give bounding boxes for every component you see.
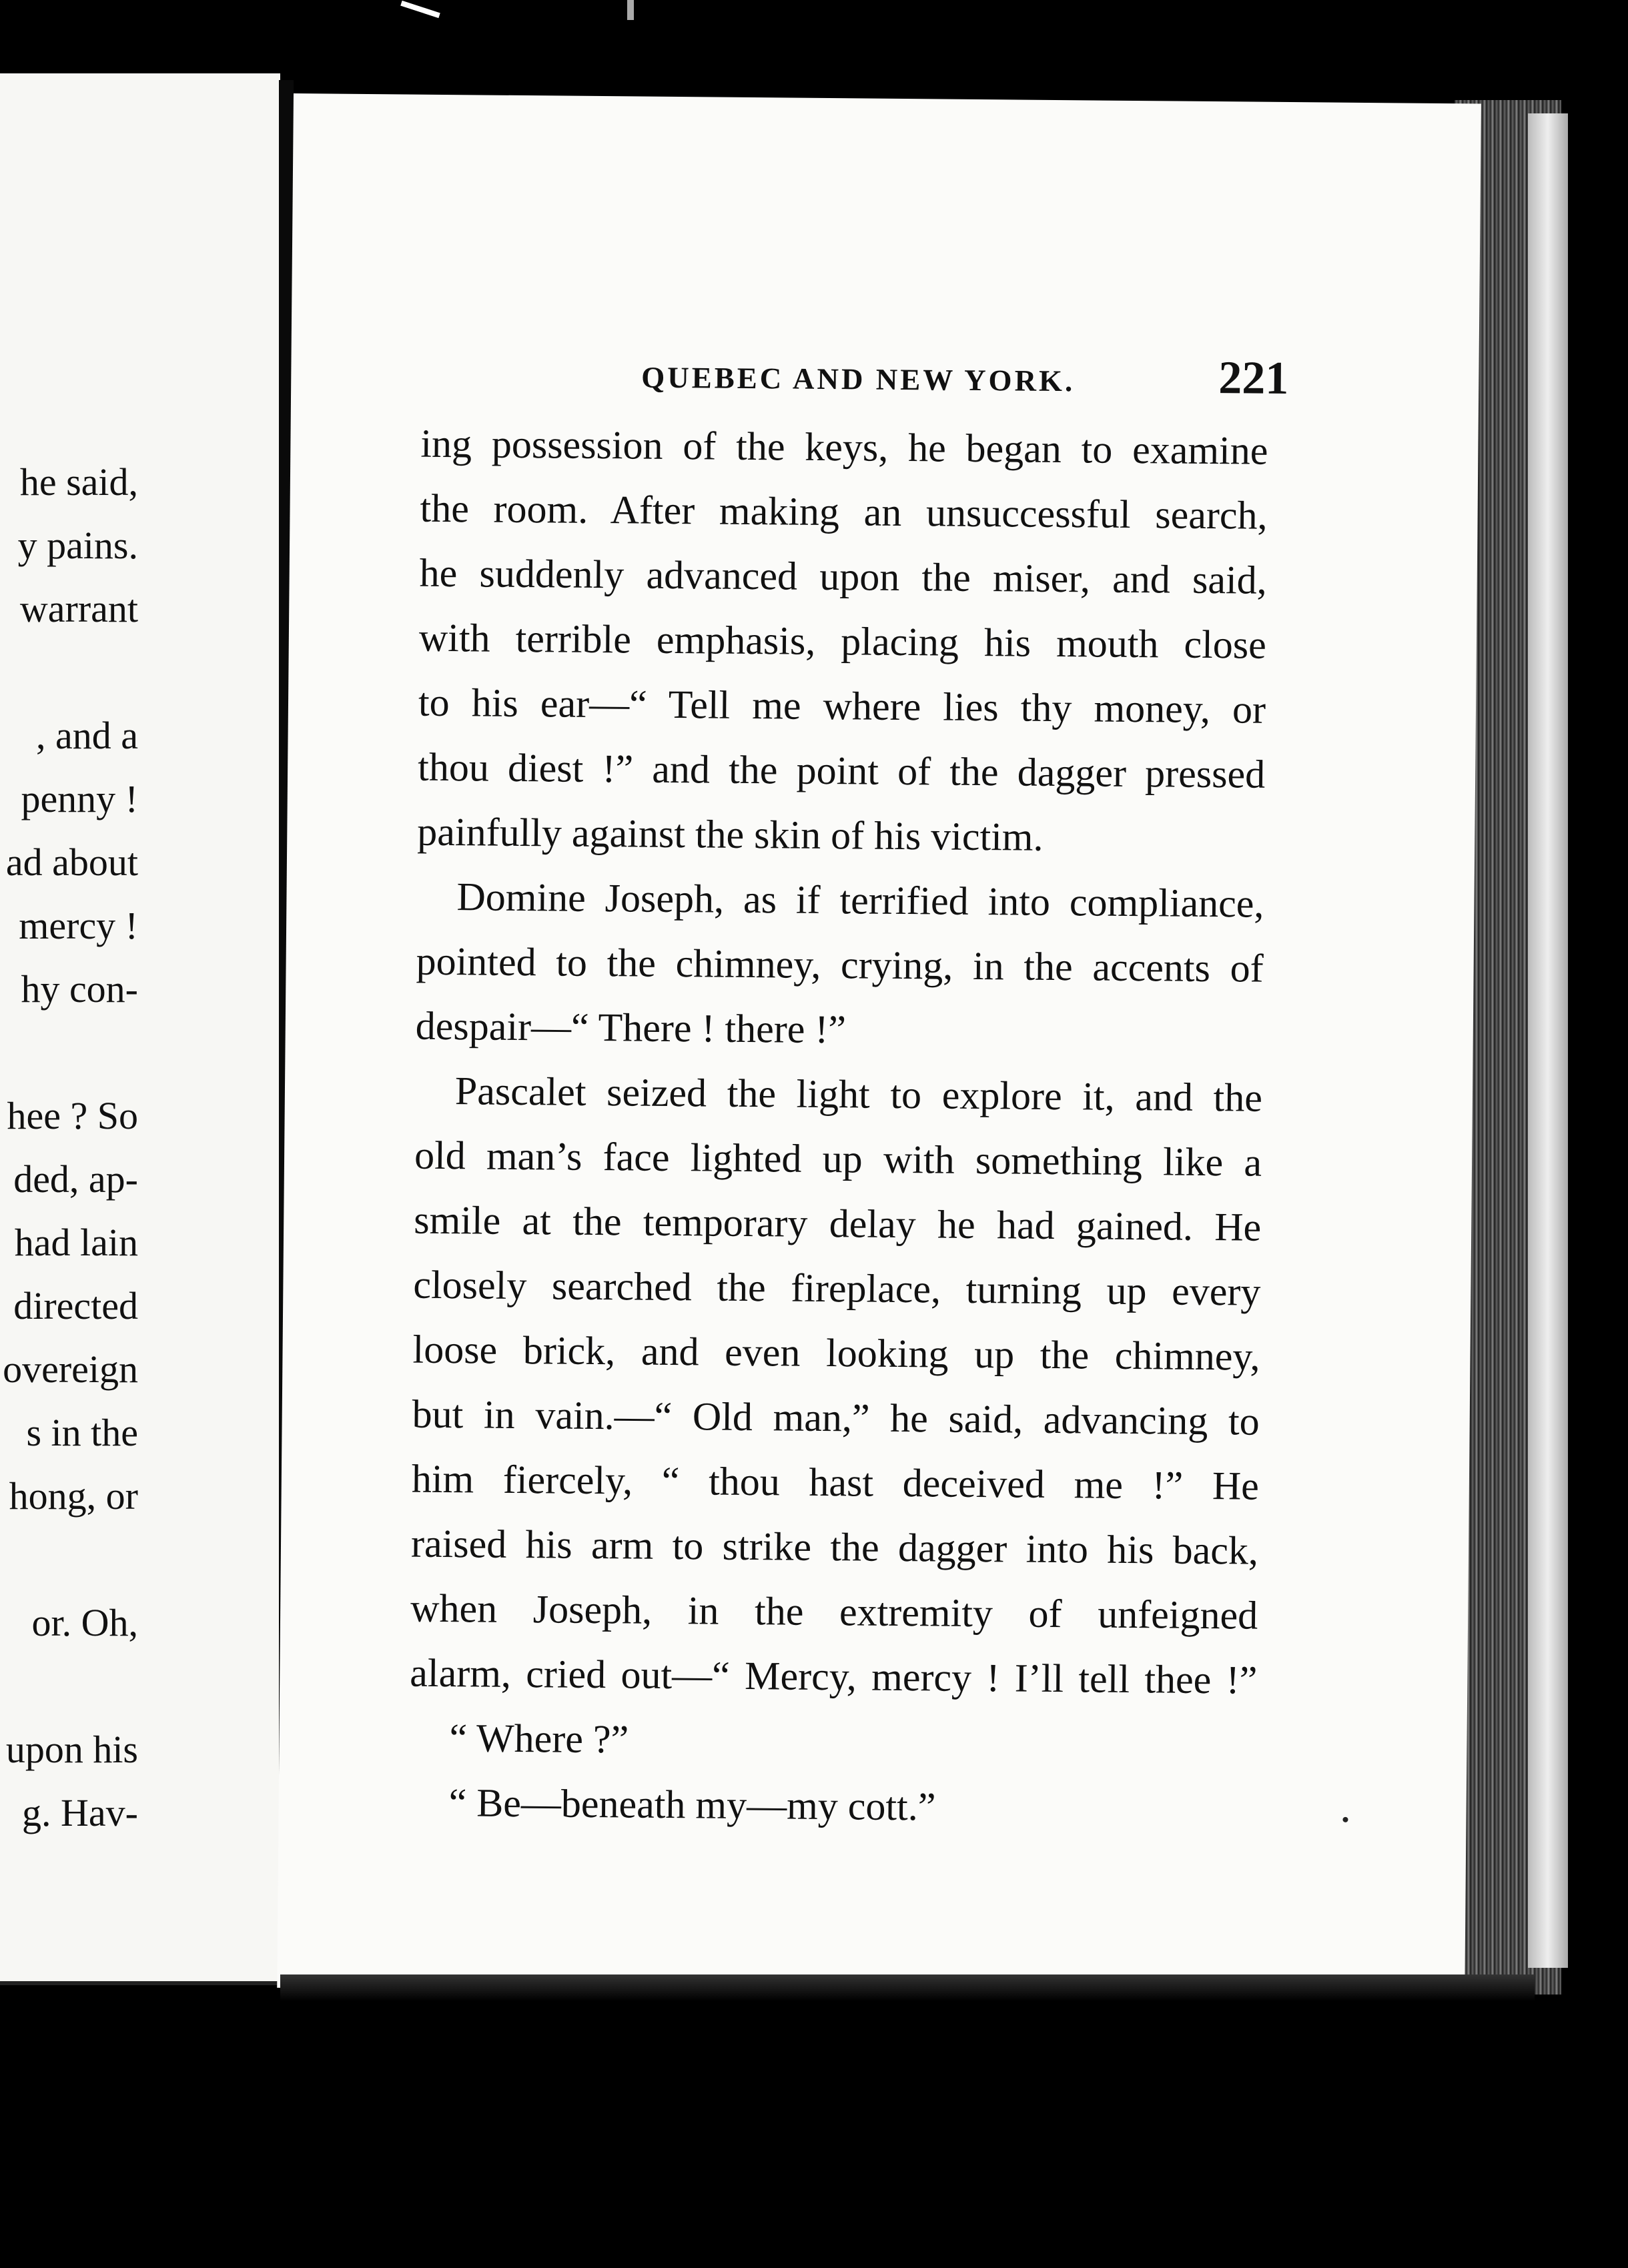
page-edges-highlight <box>1528 113 1568 1968</box>
left-page-line: , and a <box>36 714 138 757</box>
left-page-line: mercy ! <box>19 904 138 947</box>
dialogue-line: “ Be—beneath my—my cott.” <box>448 1780 936 1829</box>
left-page-line: or. Oh, <box>31 1601 138 1644</box>
left-page-line: g. Hav- <box>22 1791 138 1834</box>
left-page-line: warrant <box>19 587 138 630</box>
text-line: him fiercely, “ thou hast deceived me !” He <box>411 1456 1260 1508</box>
text-line: but in vain.—“ Old man,” he said, advancing to <box>412 1391 1260 1444</box>
text-line: painfully against the skin of his victim. <box>417 809 1044 859</box>
scan-artifact-mark <box>400 1 440 18</box>
page-bottom-shadow <box>280 1974 1535 2001</box>
left-page-line: y pains. <box>17 524 138 567</box>
left-page-line: upon his <box>5 1728 138 1771</box>
text-line: old man’s face lighted up with something like a <box>414 1133 1262 1185</box>
left-page-line: hee ? So <box>7 1094 138 1137</box>
left-page-line: he said, <box>19 460 138 504</box>
right-page <box>277 93 1481 1998</box>
text-line: smile at the temporary delay he had gained. He <box>413 1197 1262 1249</box>
text-line: with terrible emphasis, placing his mouth close <box>418 615 1267 667</box>
paragraph-start-line: Domine Joseph, as if terrified into compliance, <box>456 875 1264 926</box>
text-line: closely searched the fireplace, turning up every <box>413 1262 1261 1314</box>
text-line: ing possession of the keys, he began to examine <box>420 421 1268 473</box>
left-page-line: ded, ap- <box>13 1157 138 1201</box>
text-line: pointed to the chimney, crying, in the accents of <box>416 939 1264 991</box>
left-page-line: s in the <box>26 1411 138 1454</box>
left-page <box>0 73 280 1985</box>
left-page-line: ad about <box>5 840 138 884</box>
left-page-line: hy con- <box>21 967 138 1011</box>
left-page-line: penny ! <box>21 777 138 820</box>
text-line: the room. After making an unsuccessful search, <box>420 486 1268 538</box>
ink-speck <box>1342 1817 1348 1822</box>
scan-artifact-mark <box>627 0 634 20</box>
text-line: to his ear—“ Tell me where lies thy money, or <box>418 680 1266 732</box>
left-page-line: overeign <box>3 1347 138 1391</box>
paragraph-start-line: Pascalet seized the light to explore it, and the <box>454 1069 1263 1120</box>
dialogue-line: “ Where ?” <box>449 1716 629 1762</box>
left-page-line: hong, or <box>9 1474 138 1518</box>
body-text <box>408 412 1268 1842</box>
running-head: QUEBEC AND NEW YORK. <box>641 360 1076 398</box>
text-line: despair—“ There ! there !” <box>415 1003 847 1052</box>
text-line: alarm, cried out—“ Mercy, mercy ! I’ll tell thee !” <box>410 1650 1258 1702</box>
text-line: raised his arm to strike the dagger into his back, <box>410 1521 1259 1573</box>
page-number: 221 <box>1218 352 1289 405</box>
left-page-line: had lain <box>14 1221 138 1264</box>
text-line: when Joseph, in the extremity of unfeigned <box>410 1586 1258 1638</box>
text-line: he suddenly advanced upon the miser, and said, <box>419 550 1267 602</box>
text-line: loose brick, and even looking up the chimney, <box>412 1327 1260 1379</box>
left-page-line: directed <box>13 1284 138 1327</box>
text-line: thou diest !” and the point of the dagger pressed <box>417 744 1266 796</box>
